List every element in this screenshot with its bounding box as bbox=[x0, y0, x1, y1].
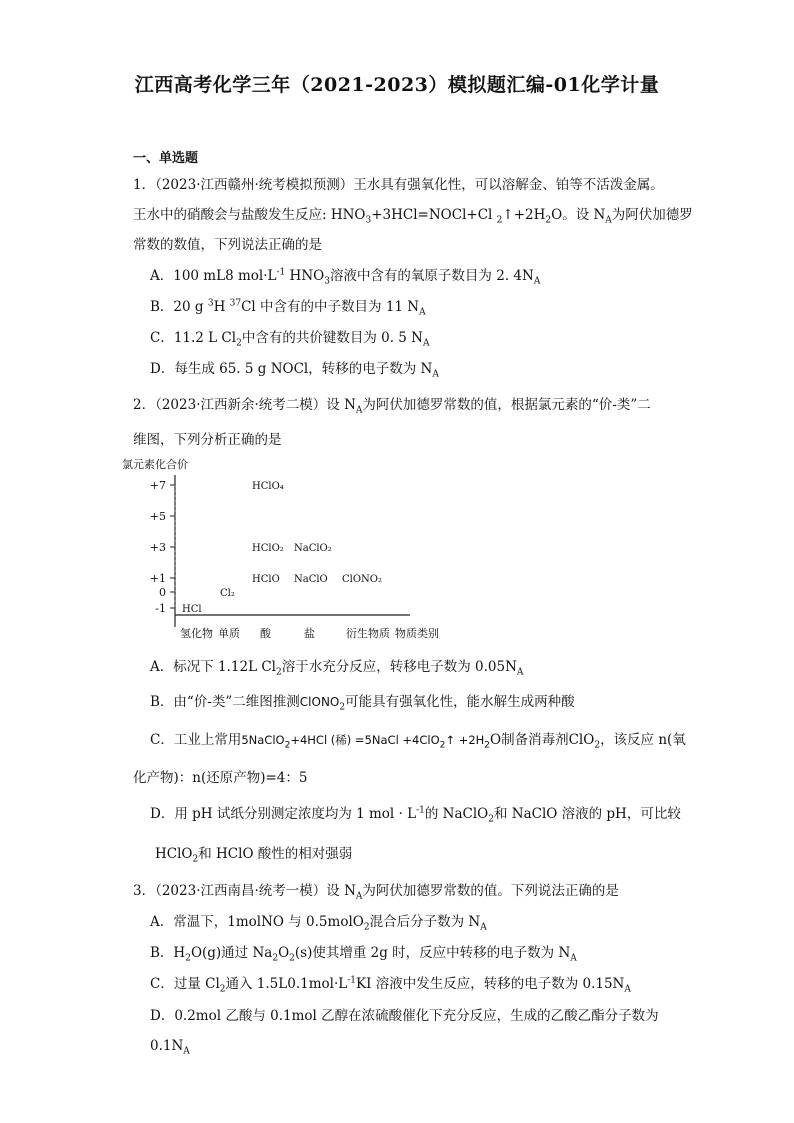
section-heading: 一、单选题 bbox=[133, 151, 199, 166]
point-label: Cl₂ bbox=[220, 588, 235, 599]
chart-ylabel: 氯元素化合价 bbox=[122, 458, 188, 471]
q1-stem-line-3: 常数的数值，下列说法正确的是 bbox=[133, 237, 322, 253]
point-label: HCl bbox=[182, 604, 202, 615]
q1-stem-line-2: 王水中的硝酸会与盐酸发生反应: $HNO_3+3HCl=NOCl+Cl$ $_2↑+2H_2O$。设 $N_A$为阿伏加德罗 bbox=[133, 207, 693, 226]
q3-option-c[interactable]: C．过量 $Cl_2$通入 $1.5L0.1mol\cdot L^{-1}KI$ 溶液中发生反应，转移的电子数为 $0.15N_A$ bbox=[150, 975, 631, 995]
q2-option-c[interactable]: C．工业上常用5NaClO$_2$+4HCl (稀) =5NaCl +4ClO$_2$↑ $+2H_2O$制备消毒剂ClO$_2$，该反应 n(氧 bbox=[150, 732, 686, 751]
x-tick-label: 酸 bbox=[260, 627, 271, 640]
valence-class-chart bbox=[120, 455, 439, 645]
q3-option-b[interactable]: B．$H_2O(g)$通过 $Na_2O_2(s)$使其增重 2g 时，反应中转移的电子数为 $N_A$ bbox=[150, 945, 577, 964]
point-label: NaClO₂ bbox=[294, 543, 332, 554]
q2-option-c-cont: 化产物)：n(还原产物)=4：5 bbox=[133, 770, 308, 786]
point-label: NaClO bbox=[294, 574, 328, 585]
chart-xlabel: 物质类别 bbox=[395, 627, 439, 640]
y-tick-label: +1 bbox=[149, 572, 166, 585]
q3-option-d-cont: $0.1N_A$ bbox=[150, 1038, 190, 1057]
page-title: 江西高考化学三年（2021-2023）模拟题汇编-01化学计量 bbox=[134, 74, 660, 96]
point-label: HClO₂ bbox=[252, 543, 284, 554]
point-label: HClO₄ bbox=[252, 481, 284, 492]
x-tick-label: 衍生物质 bbox=[346, 627, 390, 640]
q2-option-a[interactable]: A．标况下 1.12L $Cl_2$溶于水充分反应，转移电子数为 $0.05N_A$ bbox=[150, 659, 524, 678]
x-tick-label: 盐 bbox=[304, 627, 315, 640]
q2-option-d[interactable]: D．用 pH 试纸分别测定浓度均为 1 mol · $L^{-1}$的 NaClO$_2$和 NaClO 溶液的 pH，可比较 bbox=[150, 805, 681, 825]
q1-option-d[interactable]: D．每生成 65. 5 g NOCl，转移的电子数为 $N_A$ bbox=[150, 361, 439, 380]
x-tick-label: 氢化物 bbox=[180, 627, 213, 640]
q1-option-c[interactable]: C．11.2 L $Cl_2$中含有的共价键数目为 0. 5 $N_A$ bbox=[150, 330, 430, 349]
q3-option-a[interactable]: A．常温下，1molNO 与 0.5molO$_2$混合后分子数为 $N_A$ bbox=[150, 914, 487, 933]
x-tick-label: 单质 bbox=[218, 627, 240, 640]
q3-stem: 3．（2023·江西南昌·统考一模）设 $N_A$为阿伏加德罗常数的值。下列说法正确的是 bbox=[133, 883, 619, 902]
y-tick-label: -1 bbox=[155, 602, 166, 615]
y-tick-label: 0 bbox=[159, 586, 166, 599]
y-tick-label: +7 bbox=[149, 479, 166, 492]
q1-option-b[interactable]: B．20 g $^3$H $^{37}$Cl 中含有的中子数目为 11 $N_A$ bbox=[150, 298, 426, 318]
point-label: ClONO₂ bbox=[342, 574, 383, 585]
q2-option-d-cont: HClO$_2$和 HClO 酸性的相对强弱 bbox=[155, 846, 353, 865]
y-tick-label: +3 bbox=[149, 541, 166, 554]
q2-stem-line-1: 2．（2023·江西新余·统考二模）设 $N_A$为阿伏加德罗常数的值，根据氯元素的“价-类”二 bbox=[133, 397, 651, 416]
q1-option-a[interactable]: A．100 mL8 $mol\cdot L^{-1}$ $HNO_3$溶液中含有的氧原子数目为 2. $4N_A$ bbox=[150, 267, 541, 287]
q3-option-d[interactable]: D．0.2mol 乙酸与 0.1mol 乙醇在浓硫酸催化下充分反应，生成的乙酸乙酯分子数为 bbox=[150, 1008, 659, 1024]
q2-stem-line-2: 维图，下列分析正确的是 bbox=[133, 432, 282, 448]
q1-stem-line-1: 1．（2023·江西赣州·统考模拟预测）王水具有强氧化性，可以溶解金、铂等不活泼金属。 bbox=[133, 177, 664, 193]
q2-option-b[interactable]: B．由“价-类”二维图推测ClONO$_2$可能具有强氧化性，能水解生成两种酸 bbox=[150, 694, 575, 713]
point-label: HClO bbox=[252, 574, 280, 585]
y-tick-label: +5 bbox=[149, 510, 166, 523]
